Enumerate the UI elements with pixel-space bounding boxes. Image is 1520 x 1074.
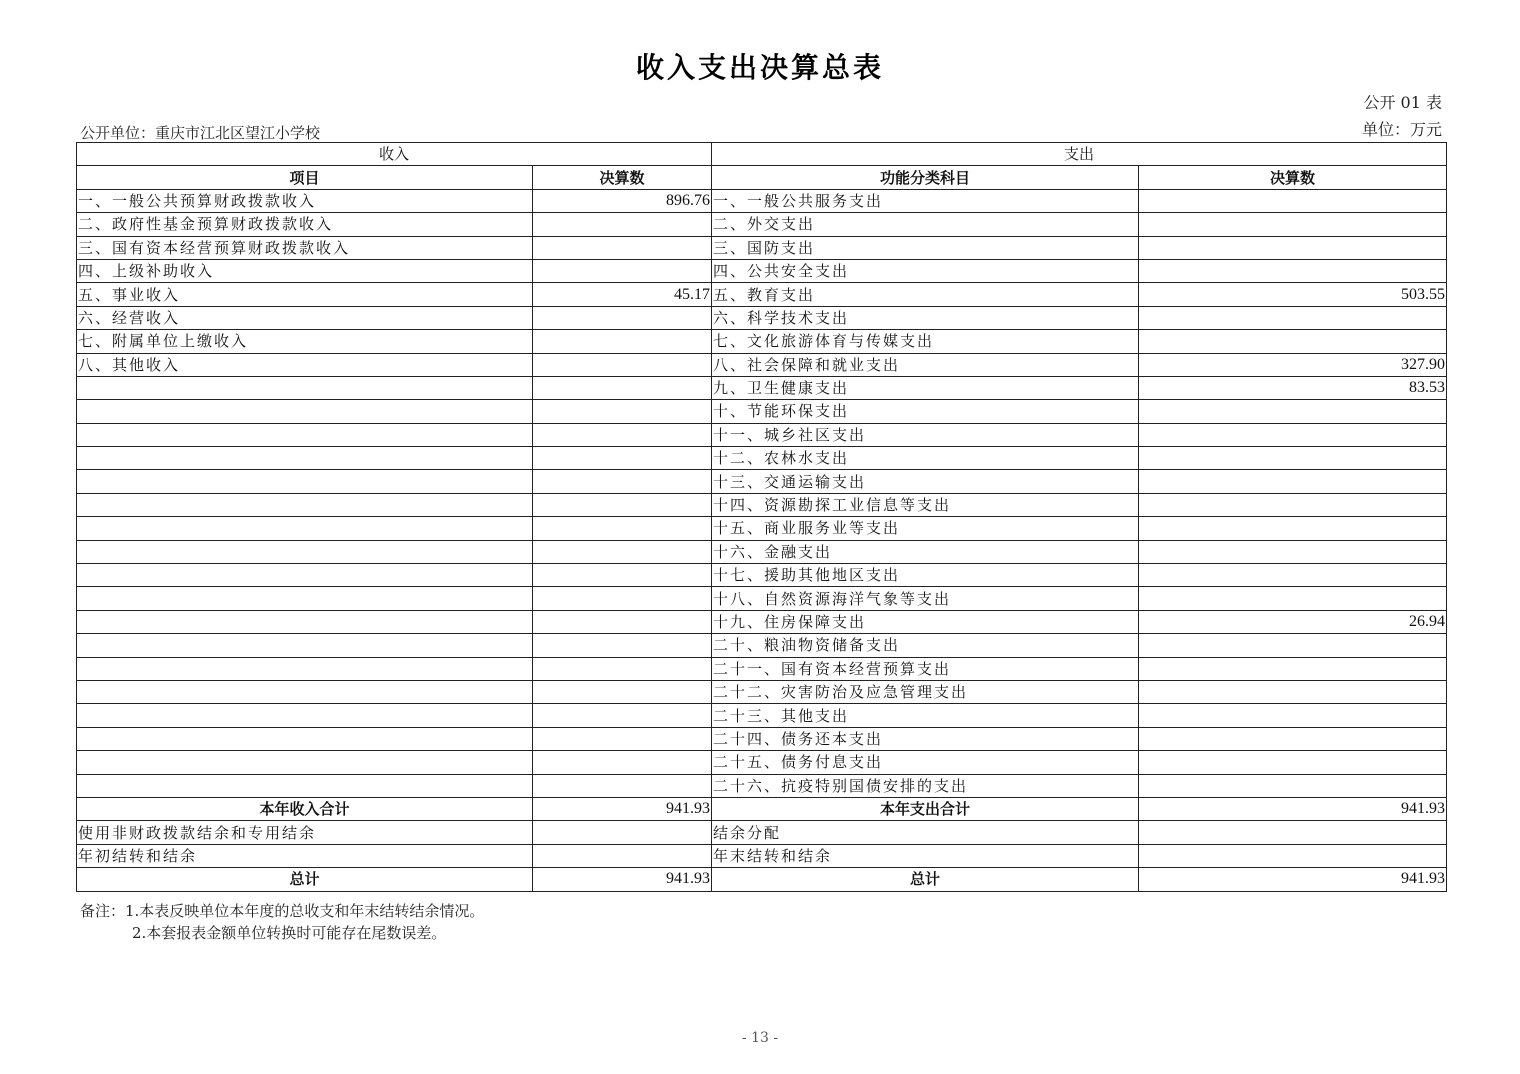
income-amount	[533, 330, 712, 353]
income-item-label	[77, 634, 533, 657]
expense-item-label: 一、一般公共服务支出	[712, 189, 1139, 212]
income-amount	[533, 610, 712, 633]
table-row	[77, 844, 1447, 867]
income-amount	[533, 376, 712, 399]
table-row	[77, 540, 1447, 563]
income-item-label	[77, 610, 533, 633]
expense-amount	[1139, 470, 1447, 493]
income-item-label	[77, 727, 533, 750]
expense-amount	[1139, 727, 1447, 750]
expense-amount	[1139, 189, 1447, 212]
table-row	[77, 587, 1447, 610]
income-item-label: 八、其他收入	[77, 353, 533, 376]
col-header-item: 项目	[77, 166, 533, 189]
expense-item-label: 九、卫生健康支出	[712, 376, 1139, 399]
form-number: 公开 01 表	[1363, 93, 1442, 112]
expense-item-label: 七、文化旅游体育与传媒支出	[712, 330, 1139, 353]
income-expense-table	[76, 142, 1447, 892]
income-amount	[533, 587, 712, 610]
expense-item-label: 十一、城乡社区支出	[712, 423, 1139, 446]
section-expense: 支出	[712, 143, 1447, 166]
table-row	[77, 704, 1447, 727]
table-row	[77, 259, 1447, 282]
expense-amount: 26.94	[1139, 610, 1447, 633]
expense-amount	[1139, 400, 1447, 423]
expense-amount	[1139, 213, 1447, 236]
income-amount	[533, 306, 712, 329]
expense-amount	[1139, 657, 1447, 680]
expense-item-label: 十二、农林水支出	[712, 447, 1139, 470]
note-2: 2.本套报表金额单位转换时可能存在尾数误差。	[132, 924, 447, 942]
income-amount	[533, 680, 712, 703]
income-item-label: 年初结转和结余	[77, 844, 533, 867]
income-amount	[533, 259, 712, 282]
page-title: 收入支出决算总表	[635, 51, 884, 84]
expense-amount: 503.55	[1139, 283, 1447, 306]
income-amount	[533, 821, 712, 844]
income-amount	[533, 564, 712, 587]
col-header-amount: 决算数	[533, 166, 712, 189]
income-item-label	[77, 587, 533, 610]
expense-item-label: 二十六、抗疫特别国债安排的支出	[712, 774, 1139, 797]
section-header-row	[77, 143, 1447, 166]
income-item-label: 四、上级补助收入	[77, 259, 533, 282]
expense-amount	[1139, 680, 1447, 703]
income-item-label	[77, 447, 533, 470]
table-row	[77, 376, 1447, 399]
income-item-label: 三、国有资本经营预算财政拨款收入	[77, 236, 533, 259]
income-amount: 941.93	[533, 868, 712, 891]
expense-amount: 941.93	[1139, 868, 1447, 891]
notes	[80, 900, 484, 944]
expense-item-label: 十、节能环保支出	[712, 400, 1139, 423]
income-item-label	[77, 704, 533, 727]
expense-amount	[1139, 587, 1447, 610]
income-amount	[533, 704, 712, 727]
income-amount	[533, 774, 712, 797]
table-row	[77, 657, 1447, 680]
column-header-row	[77, 166, 1447, 189]
expense-item-label: 十七、援助其他地区支出	[712, 564, 1139, 587]
expense-amount: 941.93	[1139, 797, 1447, 820]
expense-amount	[1139, 447, 1447, 470]
income-item-label: 二、政府性基金预算财政拨款收入	[77, 213, 533, 236]
income-amount	[533, 470, 712, 493]
income-item-label: 七、附属单位上缴收入	[77, 330, 533, 353]
income-amount	[533, 634, 712, 657]
note-1: 备注：1.本表反映单位本年度的总收支和年末结转结余情况。	[80, 902, 485, 920]
income-amount	[533, 447, 712, 470]
expense-item-label: 十六、金融支出	[712, 540, 1139, 563]
income-amount	[533, 423, 712, 446]
income-item-label	[77, 680, 533, 703]
table-row	[77, 634, 1447, 657]
expense-amount	[1139, 493, 1447, 516]
income-amount	[533, 657, 712, 680]
expense-item-label: 六、科学技术支出	[712, 306, 1139, 329]
table-row	[77, 447, 1447, 470]
expense-item-label: 四、公共安全支出	[712, 259, 1139, 282]
table-row	[77, 564, 1447, 587]
expense-amount	[1139, 423, 1447, 446]
income-amount	[533, 727, 712, 750]
expense-item-label: 本年支出合计	[712, 797, 1139, 820]
income-item-label	[77, 657, 533, 680]
table-row	[77, 353, 1447, 376]
col-header-amount2: 决算数	[1139, 166, 1447, 189]
income-item-label	[77, 517, 533, 540]
expense-item-label: 二十五、债务付息支出	[712, 751, 1139, 774]
expense-amount	[1139, 634, 1447, 657]
income-amount	[533, 236, 712, 259]
expense-amount	[1139, 844, 1447, 867]
income-item-label	[77, 423, 533, 446]
table-row	[77, 189, 1447, 212]
table-row	[77, 680, 1447, 703]
col-header-function: 功能分类科目	[712, 166, 1139, 189]
table-row	[77, 400, 1447, 423]
table-row	[77, 493, 1447, 516]
expense-amount	[1139, 330, 1447, 353]
table-row	[77, 330, 1447, 353]
expense-item-label: 十八、自然资源海洋气象等支出	[712, 587, 1139, 610]
income-amount: 45.17	[533, 283, 712, 306]
income-item-label	[77, 751, 533, 774]
total-row	[77, 868, 1447, 891]
page-number: - 13 -	[741, 1030, 779, 1046]
income-item-label	[77, 540, 533, 563]
expense-amount: 327.90	[1139, 353, 1447, 376]
income-item-label	[77, 493, 533, 516]
expense-amount	[1139, 564, 1447, 587]
income-amount	[533, 540, 712, 563]
expense-amount	[1139, 821, 1447, 844]
income-amount	[533, 751, 712, 774]
income-item-label: 一、一般公共预算财政拨款收入	[77, 189, 533, 212]
table-row	[77, 821, 1447, 844]
expense-item-label: 十三、交通运输支出	[712, 470, 1139, 493]
income-amount	[533, 400, 712, 423]
expense-item-label: 八、社会保障和就业支出	[712, 353, 1139, 376]
income-amount	[533, 517, 712, 540]
income-amount	[533, 493, 712, 516]
expense-item-label: 二十三、其他支出	[712, 704, 1139, 727]
expense-item-label: 十五、商业服务业等支出	[712, 517, 1139, 540]
expense-item-label: 年末结转和结余	[712, 844, 1139, 867]
expense-amount: 83.53	[1139, 376, 1447, 399]
expense-item-label: 十九、住房保障支出	[712, 610, 1139, 633]
income-item-label: 使用非财政拨款结余和专用结余	[77, 821, 533, 844]
table-row	[77, 306, 1447, 329]
expense-amount	[1139, 306, 1447, 329]
income-item-label	[77, 774, 533, 797]
expense-item-label: 二十、粮油物资储备支出	[712, 634, 1139, 657]
income-item-label	[77, 470, 533, 493]
income-amount: 941.93	[533, 797, 712, 820]
expense-amount	[1139, 540, 1447, 563]
income-item-label: 六、经营收入	[77, 306, 533, 329]
expense-item-label: 五、教育支出	[712, 283, 1139, 306]
income-amount: 896.76	[533, 189, 712, 212]
income-amount	[533, 213, 712, 236]
table-row	[77, 610, 1447, 633]
table-row	[77, 517, 1447, 540]
expense-item-label: 总计	[712, 868, 1139, 891]
expense-item-label: 结余分配	[712, 821, 1139, 844]
expense-item-label: 十四、资源勘探工业信息等支出	[712, 493, 1139, 516]
income-item-label: 本年收入合计	[77, 797, 533, 820]
expense-amount	[1139, 774, 1447, 797]
expense-item-label: 三、国防支出	[712, 236, 1139, 259]
income-item-label	[77, 376, 533, 399]
expense-item-label: 二、外交支出	[712, 213, 1139, 236]
table-row	[77, 774, 1447, 797]
expense-item-label: 二十四、债务还本支出	[712, 727, 1139, 750]
section-income: 收入	[77, 143, 712, 166]
currency-unit: 单位：万元	[1361, 120, 1442, 139]
income-item-label: 总计	[77, 868, 533, 891]
expense-amount	[1139, 259, 1447, 282]
income-item-label	[77, 564, 533, 587]
table-row	[77, 727, 1447, 750]
reporting-organization: 公开单位：重庆市江北区望江小学校	[80, 124, 321, 142]
subtotal-row	[77, 797, 1447, 820]
table-row	[77, 213, 1447, 236]
income-amount	[533, 844, 712, 867]
expense-item-label: 二十一、国有资本经营预算支出	[712, 657, 1139, 680]
table-row	[77, 751, 1447, 774]
expense-amount	[1139, 236, 1447, 259]
expense-amount	[1139, 517, 1447, 540]
income-amount	[533, 353, 712, 376]
income-item-label	[77, 400, 533, 423]
table-row	[77, 236, 1447, 259]
expense-item-label: 二十二、灾害防治及应急管理支出	[712, 680, 1139, 703]
expense-amount	[1139, 704, 1447, 727]
table-row	[77, 470, 1447, 493]
income-item-label: 五、事业收入	[77, 283, 533, 306]
table-row	[77, 283, 1447, 306]
expense-amount	[1139, 751, 1447, 774]
table-row	[77, 423, 1447, 446]
